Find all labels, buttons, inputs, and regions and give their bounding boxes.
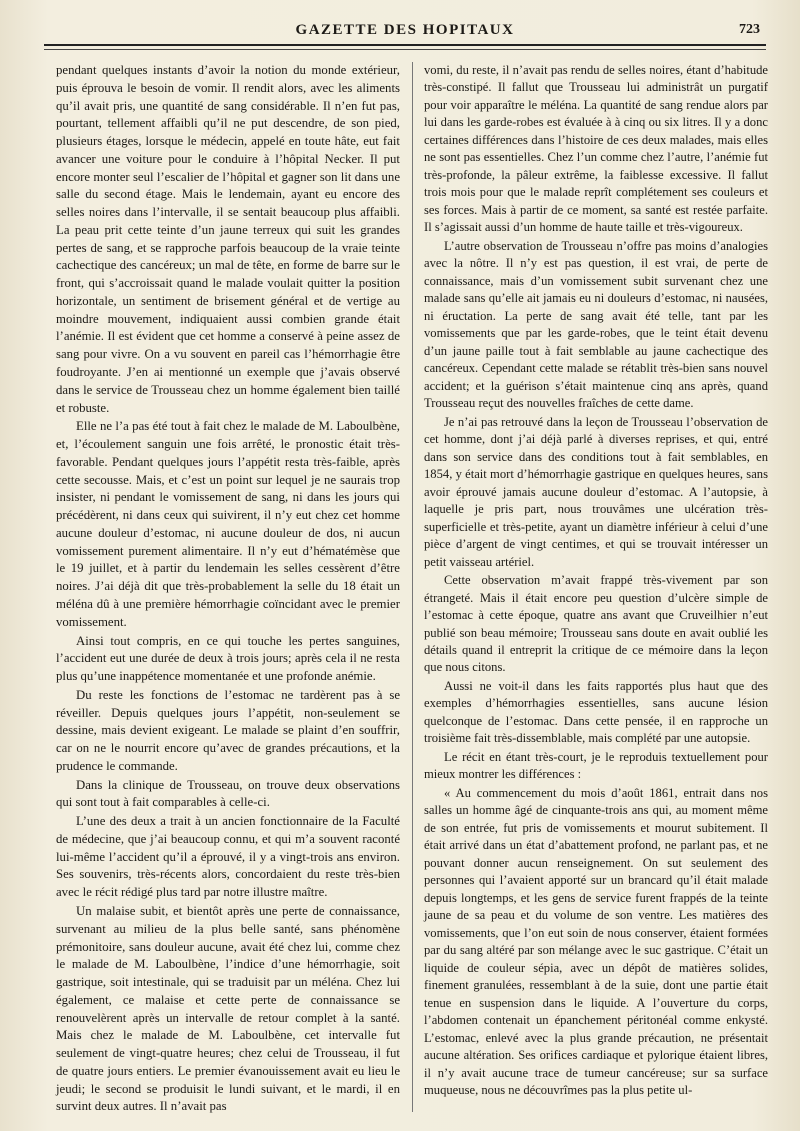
header-rule-thick xyxy=(44,44,766,46)
paragraph: Le récit en étant très-court, je le reproduis textuellement pour mieux montrer les différences : xyxy=(424,749,768,782)
paragraph: pendant quelques instants d’avoir la notion du monde extérieur, puis éprouva le besoin de vomir. Il rendit alors, avec les aliments qu’il avait pris, une quantité de sang considérable. Il n’en fut pas, pourtant, tellement affaibli qu’il ne put descendre, de son pied, plusieurs étages, lorsque le médecin, appelé en toute hâte, eut fait avancer une voiture pour le conduire à l’hôpital Necker. Il put encore monter seul l’escalier de l’hôpital et gagner son lit dans une salle du second étage. Mais le lendemain, ayant eu encore des selles noires dans l’intervalle, il se sentait beaucoup plus affaibli. La peau prit cette teinte d’un jaune terreux qui suit les grandes pertes de sang, et se rapproche parfois beaucoup de la vraie teinte cachectique des cancéreux; un mal de tête, en forme de barre sur le front, qui s’accroissait quand le malade voulait quitter la position horizontale, un sentiment de brisement général et de vertige au moindre mouvement, indiquaient aussi combien grande était l’anémie. Il est évident que cet homme a conservé à peine assez de sang pour vivre. On a vu souvent en pareil cas l’hémorrhagie être foudroyante. J’en ai mentionné un exemple que j’avais observé dans le service de Trousseau chez un homme également bien taillé et robuste. xyxy=(56,63,400,415)
paragraph: Cette observation m’avait frappé très-vivement par son étrangeté. Mais il était encore peu question d’ulcère simple de l’estomac à cette époque, quatre ans avant que Cruveilhier n’eut publié son beau mémoire; Trousseau sans doute en avait oublié les détails quand il entreprit la critique de ce mémoire dans la leçon que nous citons. xyxy=(424,573,768,675)
right-column xyxy=(424,62,768,1100)
paragraph: Je n’ai pas retrouvé dans la leçon de Trousseau l’observation de cet homme, dont j’ai déjà parlé à diverses reprises, et qui, entré dans son service dans des conditions tout à fait semblables, en 1854, y était mort d’hémorrhagie gastrique en quelques heures, sans avoir éprouvé jamais aucune douleur d’estomac. A l’autopsie, à laquelle je pris part, nous trouvâmes une ulcération très-superficielle et très-petite, ayant un diamètre inférieur à celui d’une pièce d’argent de vingt centimes, et qui se trouvait intéresser un petit vaisseau artériel. xyxy=(424,414,768,569)
header-rule-thin xyxy=(44,49,766,50)
paragraph: « Au commencement du mois d’août 1861, entrait dans nos salles un homme âgé de cinquante-trois ans qui, au moment même de son entrée, fut pris de vomissements et mourut subitement. Il était arrivé dans un état d’abattement profond, ne parlant pas, et ne pouvant donner aucun renseignement. On sut seulement des personnes qui l’avaient apporté sur un brancard qu’il était malade depuis longtemps, et les gens de service furent frappés de la teinte jaune de sa peau et du volume de son ventre. Les matières des vomissements, que l’on eut soin de nous conserver, étaient formées par du sang altéré par son mélange avec le suc gastrique. C’était un liquide de couleur sépia, avec un dépôt de matières solides, finement granulées, ressemblant à de la suie, dont une partie était tenue en suspension dans le liquide. A l’ouverture du corps, l’abdomen contenait un épanchement péritonéal comme enkysté. L’estomac, enlevé avec la plus grande précaution, ne présentait aucune altération. Ses orifices cardiaque et pylorique étaient libres, il n’y avait aucune trace de tumeur cancéreuse; sur sa surface muqueuse, nous ne découvrîmes pas la plus petite ul- xyxy=(424,785,768,1098)
column-divider xyxy=(412,62,413,1112)
paragraph: Du reste les fonctions de l’estomac ne tardèrent pas à se réveiller. Depuis quelques jours l’appétit, non-seulement se dessine, mais devient exigeant. Le malade se plaint d’en souffrir, car on ne le nourrit encore qu’avec de grandes précautions, et la prudence le commande. xyxy=(56,687,400,773)
page-number: 723 xyxy=(739,22,760,37)
left-column xyxy=(56,62,400,1116)
paragraph: L’une des deux a trait à un ancien fonctionnaire de la Faculté de médecine, que j’ai beaucoup connu, et qui m’a souvent raconté lui-même l’accident qu’il a éprouvé, il y a vingt-trois ans environ. Ses souvenirs, très-récents alors, concordaient du reste très-bien avec le récit rédigé plus tard par notre illustre maître. xyxy=(56,814,400,900)
paragraph: L’autre observation de Trousseau n’offre pas moins d’analogies avec la nôtre. Il n’y est pas question, il est vrai, de perte de connaissance, mais d’un vomissement subit survenant chez une malade sans qu’elle ait jamais eu ni douleurs d’estomac, ni nausées, ni éructation. La perte de sang avait été telle, tant par les vomissements que par les garde-robes, que le teint était devenu d’un jaune paille tout à fait semblable au jaune cachectique des cancéreux. Cependant cette malade se rétablit très-bien sans nouvel accident; et la guérison s’était maintenue cinq ans après, quand Trousseau reçut des nouvelles fraîches de cette dame. xyxy=(424,238,768,411)
paragraph: Dans la clinique de Trousseau, on trouve deux observations qui sont tout à fait comparables à celle-ci. xyxy=(56,777,400,810)
paragraph: Aussi ne voit-il dans les faits rapportés plus haut que des exemples d’hémorrhagies essentielles, sans aucune lésion quelconque de l’estomac. Dans cette pensée, il en rapproche un troisième fait très-dissemblable, mais complété par une autopsie. xyxy=(424,678,768,746)
paragraph: Un malaise subit, et bientôt après une perte de connaissance, survenant au milieu de la plus belle santé, sans phénomène prémonitoire, sans douleur aucune, avait été chez lui, comme chez le malade de M. Laboulbène, l’indice d’une hémorrhagie, soit gastrique, soit intestinale, qui se traduisit par un méléna. Chez lui également, ce malaise et cette perte de connaissance se renouvelèrent après un intervalle de retour complet à la santé. Mais chez le malade de M. Laboulbène, cet intervalle fut seulement de vingt-quatre heures; chez celui de Trousseau, il fut de quatre jours entiers. Le premier évanouissement avait eu lieu le jeudi; le second se produisit le lundi suivant, et le mardi, il en survint deux autres. Il n’avait pas xyxy=(56,903,400,1114)
paragraph: Ainsi tout compris, en ce qui touche les pertes sanguines, l’accident eut une durée de deux à trois jours; après cela il ne resta plus qu’une inappétence momentanée et une profonde anémie. xyxy=(56,633,400,684)
paragraph: Elle ne l’a pas été tout à fait chez le malade de M. Laboulbène, et, l’écoulement sanguin une fois arrêté, le pronostic était très-favorable. Pendant quelques jours l’appétit resta très-faible, après cette secousse. Mais, et c’est un point sur lequel je ne saurais trop insister, ni pendant le vomissement de sang, ni dans les jours qui précédèrent, ni dans ceux qui suivirent, il n’y eut chez cet homme aucune douleur d’estomac, ni aucune douleur de dos, ni aucun vomissement purement alimentaire. Il n’y eut d’hématémèse que le 19 juillet, et à partir du lendemain les selles cessèrent d’être noires. J’ai déjà dit que très-probablement la selle du 18 était un méléna dû à une première hémorrhagie coïncidant avec le premier vomissement. xyxy=(56,419,400,629)
page-header xyxy=(44,14,766,48)
paragraph: vomi, du reste, il n’avait pas rendu de selles noires, étant d’habitude très-constipé. Il fallut que Trousseau lui administrât un purgatif pour voir apparaître le méléna. La quantité de sang rendue alors par lui dans les garde-robes est évaluée à à cinq ou six litres. Il y a donc certaines différences dans l’histoire de ces deux malades, mais elles ne sont pas essentielles. Chez l’un comme chez l’autre, l’anémie fut très-profonde, la pâleur extrême, la faiblesse excessive. Il fallut trois mois pour que le malade reprît complétement ses couleurs et ses forces. Mais à partir de ce moment, sa santé est restée parfaite. Il s’agissait aussi d’un homme de haute taille et très-vigoureux. xyxy=(424,63,768,235)
journal-title: GAZETTE DES HOPITAUX xyxy=(295,22,515,38)
